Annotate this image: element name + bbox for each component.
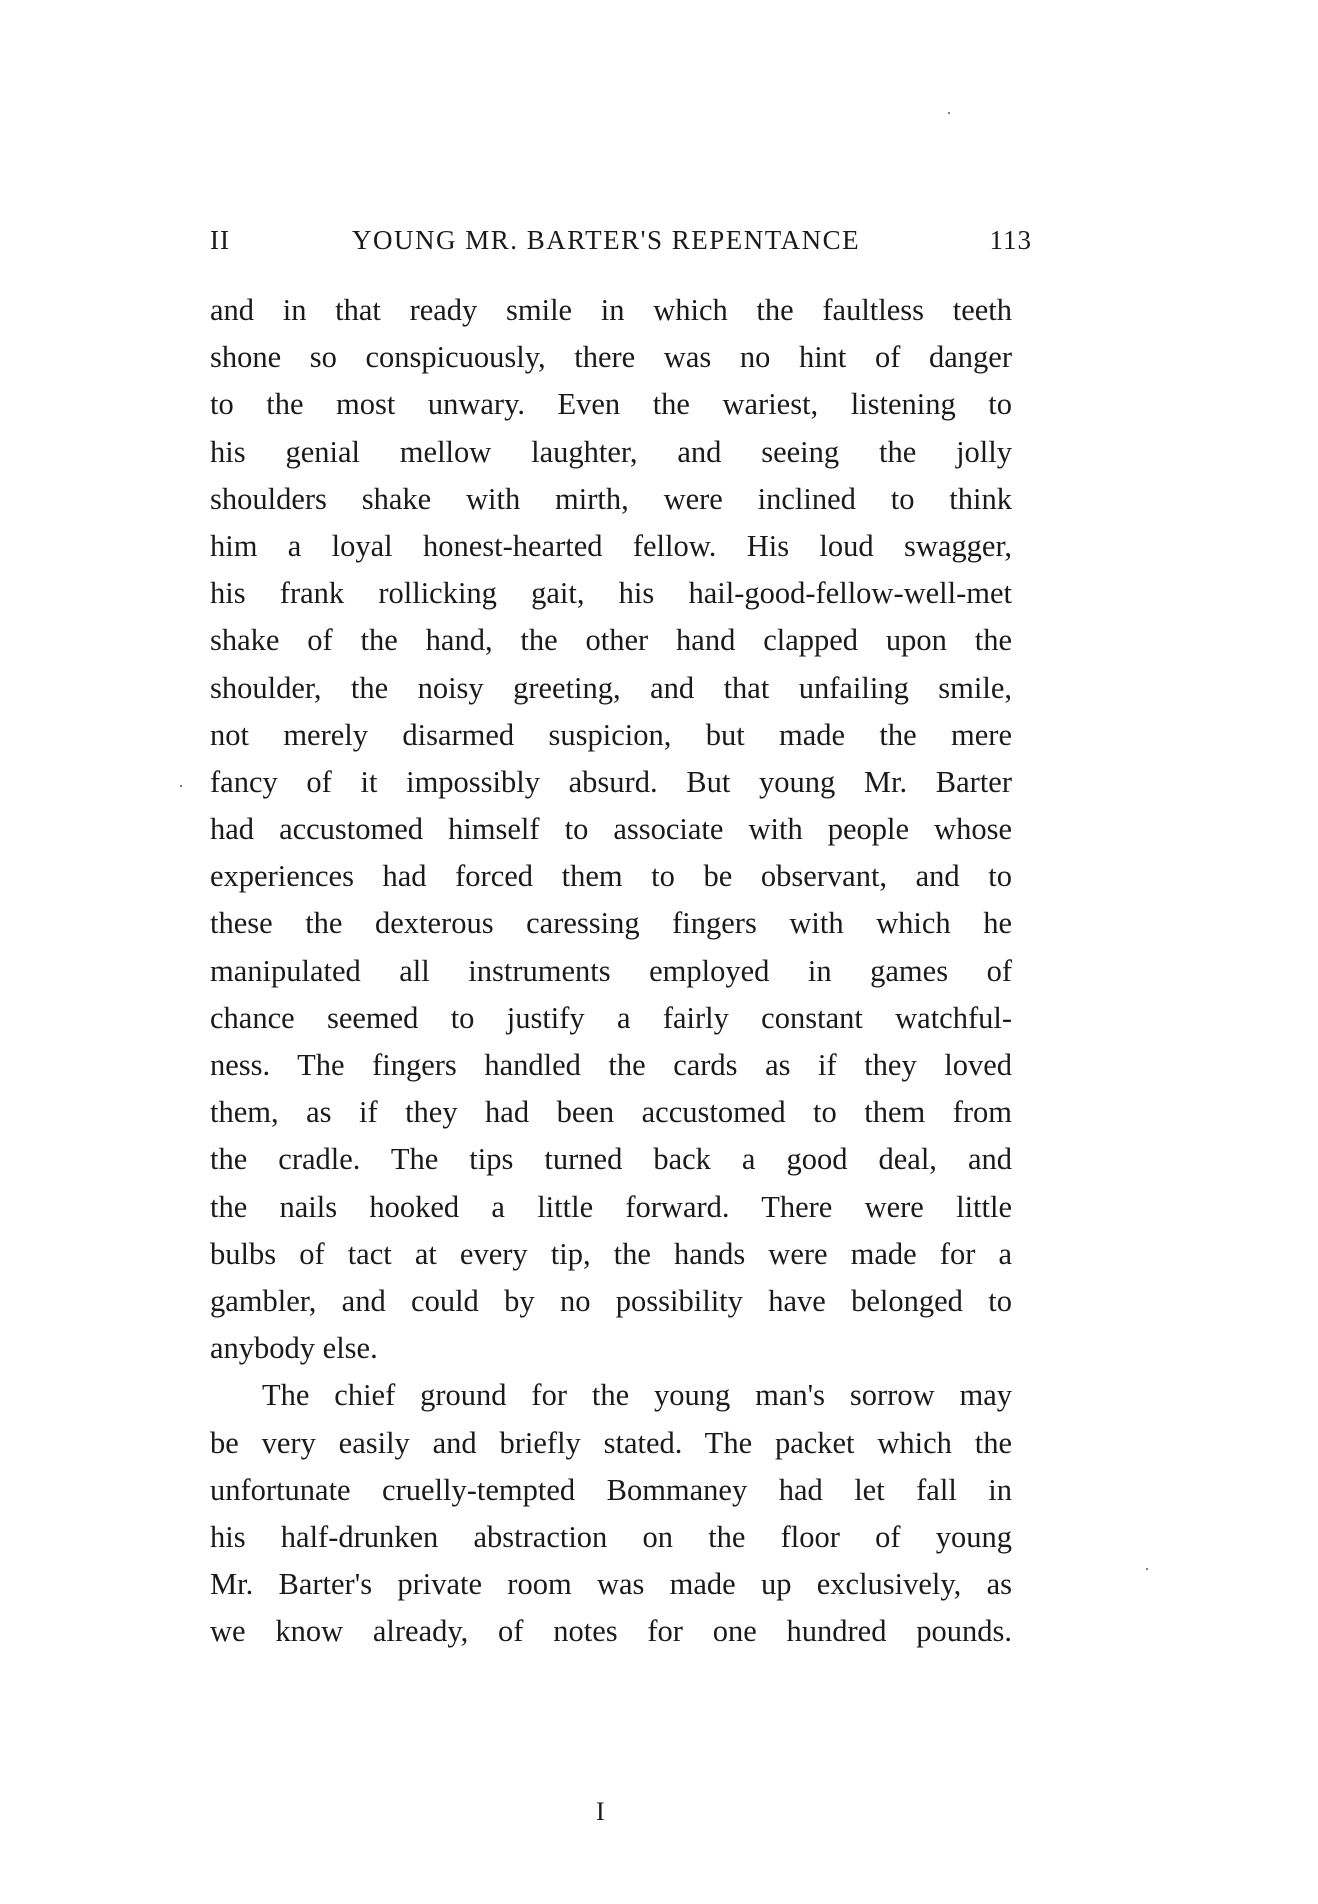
text-line: the nails hooked a little forward. There were little <box>210 1189 1012 1224</box>
text-line: shoulder, the noisy greeting, and that unfailing smile, <box>210 670 1012 705</box>
body-text <box>210 287 1012 1655</box>
text-line: chance seemed to justify a fairly constant watchful- <box>210 1000 1012 1035</box>
text-line: these the dexterous caressing fingers with which he <box>210 906 1012 941</box>
text-line: unfortunate cruelly-tempted Bommaney had let fall in <box>210 1472 1012 1507</box>
text-line: them, as if they had been accustomed to them from <box>210 1095 1012 1130</box>
page-number: 113 <box>989 225 1032 255</box>
text-line: ness. The fingers handled the cards as if they loved <box>210 1048 1012 1082</box>
text-line: shoulders shake with mirth, were inclined to think <box>210 481 1012 516</box>
text-line: and in that ready smile in which the faultless teeth <box>210 293 1012 327</box>
scan-speck <box>1146 1568 1148 1570</box>
text-line: his genial mellow laughter, and seeing the jolly <box>210 434 1012 469</box>
text-line: bulbs of tact at every tip, the hands were made for a <box>210 1236 1012 1271</box>
text-line: shake of the hand, the other hand clapped upon the <box>210 623 1012 658</box>
text-line: the cradle. The tips turned back a good deal, and <box>210 1142 1012 1177</box>
text-line: his frank rollicking gait, his hail-good-fellow-well-met <box>210 576 1012 611</box>
text-line: Mr. Barter's private room was made up exclusively, as <box>210 1567 1012 1602</box>
scan-speck <box>948 112 950 114</box>
text-line: we know already, of notes for one hundred pounds. <box>210 1614 1012 1649</box>
text-line: anybody else. <box>210 1331 378 1366</box>
text-line: his half-drunken abstraction on the floor of young <box>210 1519 1012 1554</box>
paragraph-2 <box>210 1372 1012 1655</box>
chapter-number: II <box>210 225 230 255</box>
text-line: The chief ground for the young man's sorrow may <box>262 1378 1012 1413</box>
running-title: YOUNG MR. BARTER'S REPENTANCE <box>352 225 861 255</box>
text-line: not merely disarmed suspicion, but made the mere <box>210 717 1012 752</box>
text-line: him a loyal honest-hearted fellow. His loud swagger, <box>210 528 1012 563</box>
text-line: shone so conspicuously, there was no hint of danger <box>210 340 1012 375</box>
text-line: had accustomed himself to associate with people whose <box>210 812 1012 847</box>
text-line: manipulated all instruments employed in games of <box>210 953 1012 988</box>
running-header <box>210 225 1032 261</box>
scan-speck <box>180 785 182 787</box>
text-line: gambler, and could by no possibility have belonged to <box>210 1283 1012 1318</box>
text-line: fancy of it impossibly absurd. But young Mr. Barter <box>210 764 1012 799</box>
paragraph-1 <box>210 287 1012 1372</box>
text-line: be very easily and briefly stated. The packet which the <box>210 1425 1012 1460</box>
signature-mark: I <box>596 1797 605 1826</box>
text-line: to the most unwary. Even the wariest, listening to <box>210 387 1012 422</box>
text-line: experiences had forced them to be observant, and to <box>210 859 1012 894</box>
